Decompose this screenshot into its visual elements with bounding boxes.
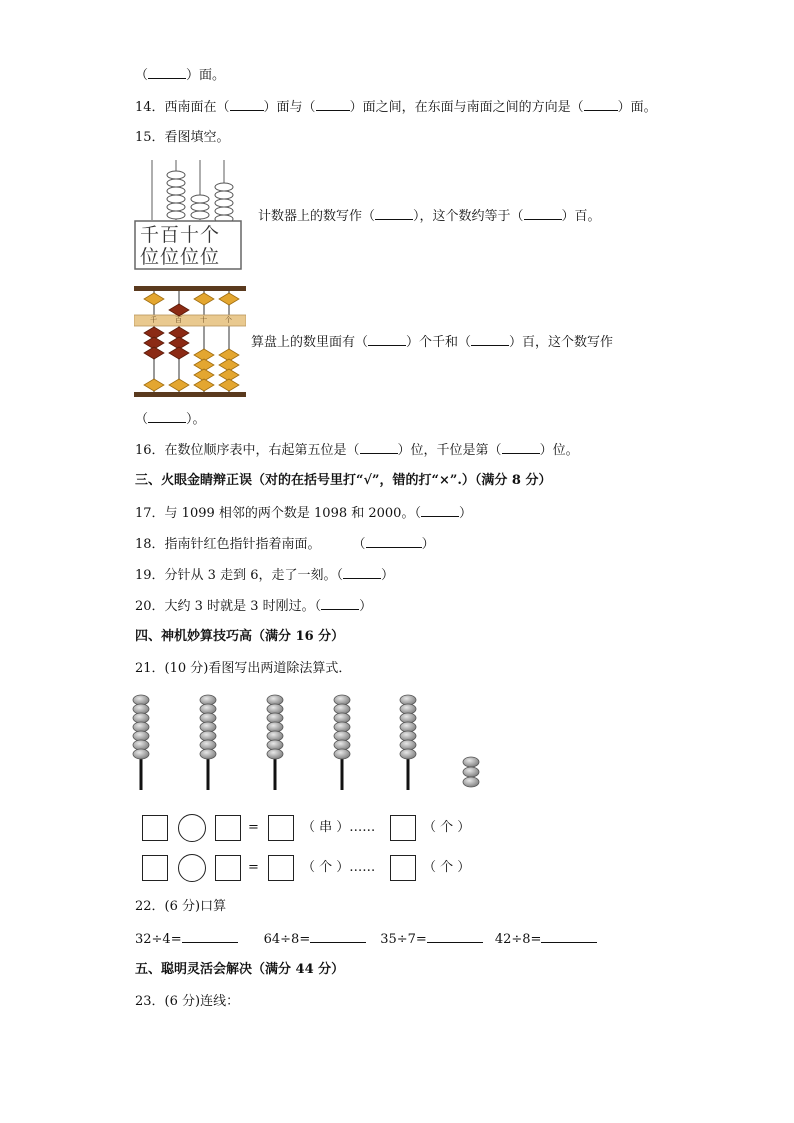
counter-figure	[134, 158, 242, 270]
section-4-heading: 四、神机妙算技巧高（满分 16 分）	[135, 629, 345, 644]
answer-blank[interactable]	[148, 66, 186, 79]
answer-blank[interactable]	[427, 930, 483, 943]
unit-label: （ 个 ）	[423, 820, 471, 835]
answer-blank[interactable]	[360, 441, 398, 454]
answer-box[interactable]	[268, 815, 294, 841]
section-5-heading: 五、聪明灵活会解决（满分 44 分）	[135, 962, 345, 977]
bead-sticks-figure	[120, 688, 520, 792]
answer-blank[interactable]	[310, 930, 366, 943]
answer-box[interactable]	[390, 815, 416, 841]
answer-blank[interactable]	[321, 597, 359, 610]
question-20: 20．大约 3 时就是 3 时刚过。（ ）	[135, 599, 373, 614]
answer-box[interactable]	[142, 855, 168, 881]
question-22: 22．(6 分)口算	[135, 899, 227, 914]
operator-circle[interactable]	[178, 814, 206, 842]
answer-blank[interactable]	[366, 535, 422, 548]
answer-box[interactable]	[215, 815, 241, 841]
answer-blank[interactable]	[421, 504, 459, 517]
question-21: 21．(10 分)看图写出两道除法算式．	[135, 661, 352, 676]
question-15-title: 15．看图填空。	[135, 130, 230, 145]
answer-blank[interactable]	[343, 566, 381, 579]
answer-blank[interactable]	[182, 930, 238, 943]
question-16: 16．在数位顺序表中，右起第五位是（ ）位，千位是第（ ）位。	[135, 443, 579, 458]
section-3-heading: 三、火眼金睛辩正误（对的在括号里打“√”，错的打“×”.）（满分 8 分）	[135, 473, 552, 488]
question-23: 23．(6 分)连线：	[135, 994, 240, 1009]
calc-item: 32÷4=	[135, 932, 182, 947]
answer-box[interactable]	[142, 815, 168, 841]
answer-blank[interactable]	[375, 207, 413, 220]
answer-blank[interactable]	[230, 98, 264, 111]
question-15-abacus: 算盘上的数里面有（ ）个千和（ ）百，这个数写作	[251, 335, 614, 350]
unit-label: （ 个 ）	[423, 860, 471, 875]
line-face-answer: （ ）面。	[135, 68, 226, 83]
answer-blank[interactable]	[316, 98, 350, 111]
answer-box[interactable]	[390, 855, 416, 881]
answer-blank[interactable]	[541, 930, 597, 943]
calc-item: 42÷8=	[494, 932, 542, 947]
bead-sticks-illustration	[120, 688, 520, 792]
unit-label: （ 个 ）……	[302, 860, 376, 875]
operator-circle[interactable]	[178, 854, 206, 882]
counter-place-labels: 千百十个 位位位位	[140, 224, 221, 268]
question-19: 19．分针从 3 走到 6，走了一刻。（ ）	[135, 568, 394, 583]
answer-blank[interactable]	[524, 207, 562, 220]
unit-label: （ 串 ）……	[302, 820, 376, 835]
answer-blank[interactable]	[368, 333, 406, 346]
question-14: 14．西南面在（ ）面与（ ）面之间，在东面与南面之间的方向是（ ）面。	[135, 100, 657, 115]
answer-box[interactable]	[268, 855, 294, 881]
question-15-counter: 计数器上的数写作（ ），这个数约等于（ ）百。	[258, 209, 601, 224]
question-18: 18．指南针红色指针指着南面。 （ ）	[135, 537, 435, 552]
calc-item: 64÷8=	[263, 932, 311, 947]
answer-blank[interactable]	[471, 333, 509, 346]
answer-box[interactable]	[215, 855, 241, 881]
equals-sign: =	[248, 860, 259, 875]
abacus-illustration	[134, 286, 246, 398]
abacus-figure: 千 百 十 个	[134, 286, 246, 398]
calc-item: 35÷7=	[380, 932, 427, 947]
mental-math-row	[135, 930, 597, 949]
answer-blank[interactable]	[148, 410, 186, 423]
question-17: 17．与 1099 相邻的两个数是 1098 和 2000。（ ）	[135, 506, 472, 521]
question-15-continued: （ ）。	[135, 412, 206, 427]
answer-blank[interactable]	[584, 98, 618, 111]
equals-sign: =	[248, 820, 259, 835]
answer-blank[interactable]	[502, 441, 540, 454]
